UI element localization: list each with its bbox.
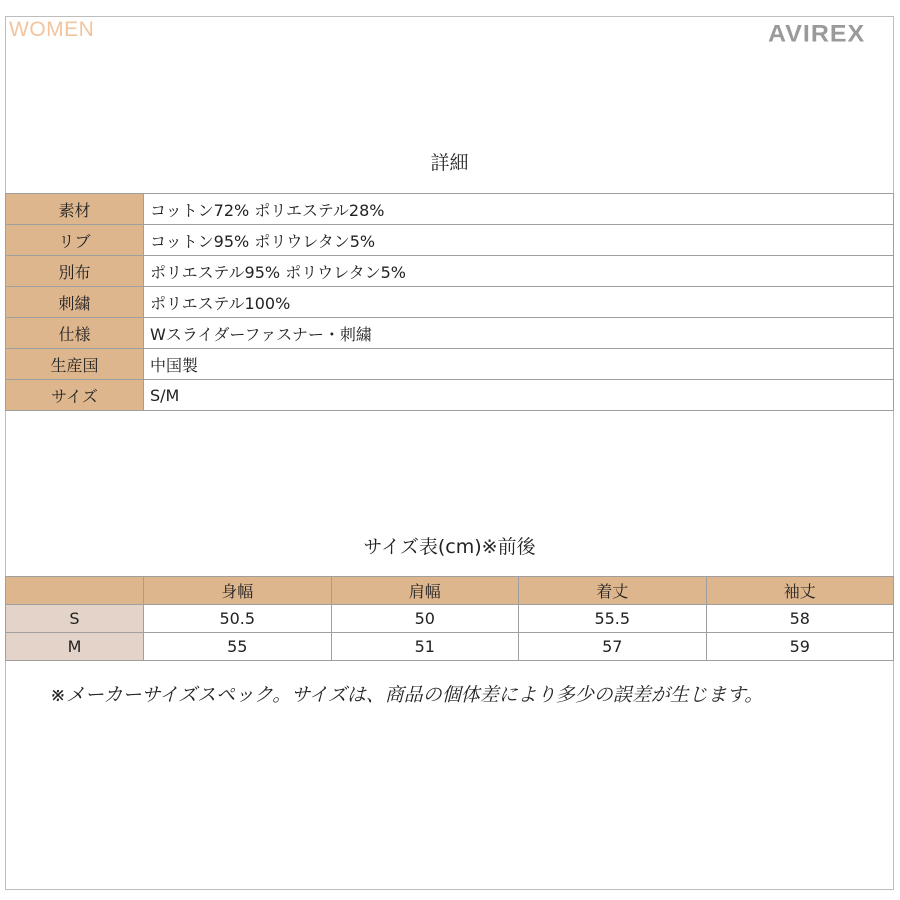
size-table bbox=[5, 576, 894, 661]
size-table-title: サイズ表(cm)※前後 bbox=[363, 536, 536, 558]
table-row bbox=[6, 256, 894, 287]
detail-value: ポリエステル100% bbox=[144, 287, 894, 318]
size-value: 50.5 bbox=[144, 605, 332, 633]
detail-label: 別布 bbox=[6, 256, 144, 287]
column-header: 身幅 bbox=[144, 577, 332, 605]
detail-value: コットン72% ポリエステル28% bbox=[144, 194, 894, 225]
size-value: 55.5 bbox=[519, 605, 707, 633]
detail-label: 素材 bbox=[6, 194, 144, 225]
size-value: 51 bbox=[331, 633, 519, 661]
brand-logo: AVIREX bbox=[768, 20, 866, 48]
table-row bbox=[6, 349, 894, 380]
table-row bbox=[6, 287, 894, 318]
table-row bbox=[6, 380, 894, 411]
table-row bbox=[6, 318, 894, 349]
table-row bbox=[6, 194, 894, 225]
details-title: 詳細 bbox=[430, 152, 469, 174]
detail-value: S/M bbox=[144, 380, 894, 411]
detail-value: Wスライダーファスナー・刺繍 bbox=[144, 318, 894, 349]
table-row bbox=[6, 225, 894, 256]
table-row bbox=[6, 633, 894, 661]
size-value: 58 bbox=[706, 605, 894, 633]
detail-value: コットン95% ポリウレタン5% bbox=[144, 225, 894, 256]
size-value: 57 bbox=[519, 633, 707, 661]
size-value: 59 bbox=[706, 633, 894, 661]
column-header: 袖丈 bbox=[706, 577, 894, 605]
detail-label: 仕様 bbox=[6, 318, 144, 349]
column-header: 着丈 bbox=[519, 577, 707, 605]
detail-label: 生産国 bbox=[6, 349, 144, 380]
details-table bbox=[5, 193, 894, 411]
category-label: WOMEN bbox=[9, 18, 95, 41]
table-row bbox=[6, 605, 894, 633]
size-label: M bbox=[6, 633, 144, 661]
detail-label: リブ bbox=[6, 225, 144, 256]
size-value: 55 bbox=[144, 633, 332, 661]
column-header bbox=[6, 577, 144, 605]
detail-label: 刺繍 bbox=[6, 287, 144, 318]
detail-label: サイズ bbox=[6, 380, 144, 411]
size-value: 50 bbox=[331, 605, 519, 633]
size-note: ※メーカーサイズスペック。サイズは、商品の個体差により多少の誤差が生じます。 bbox=[50, 684, 764, 706]
table-header-row bbox=[6, 577, 894, 605]
detail-value: 中国製 bbox=[144, 349, 894, 380]
size-label: S bbox=[6, 605, 144, 633]
column-header: 肩幅 bbox=[331, 577, 519, 605]
detail-value: ポリエステル95% ポリウレタン5% bbox=[144, 256, 894, 287]
